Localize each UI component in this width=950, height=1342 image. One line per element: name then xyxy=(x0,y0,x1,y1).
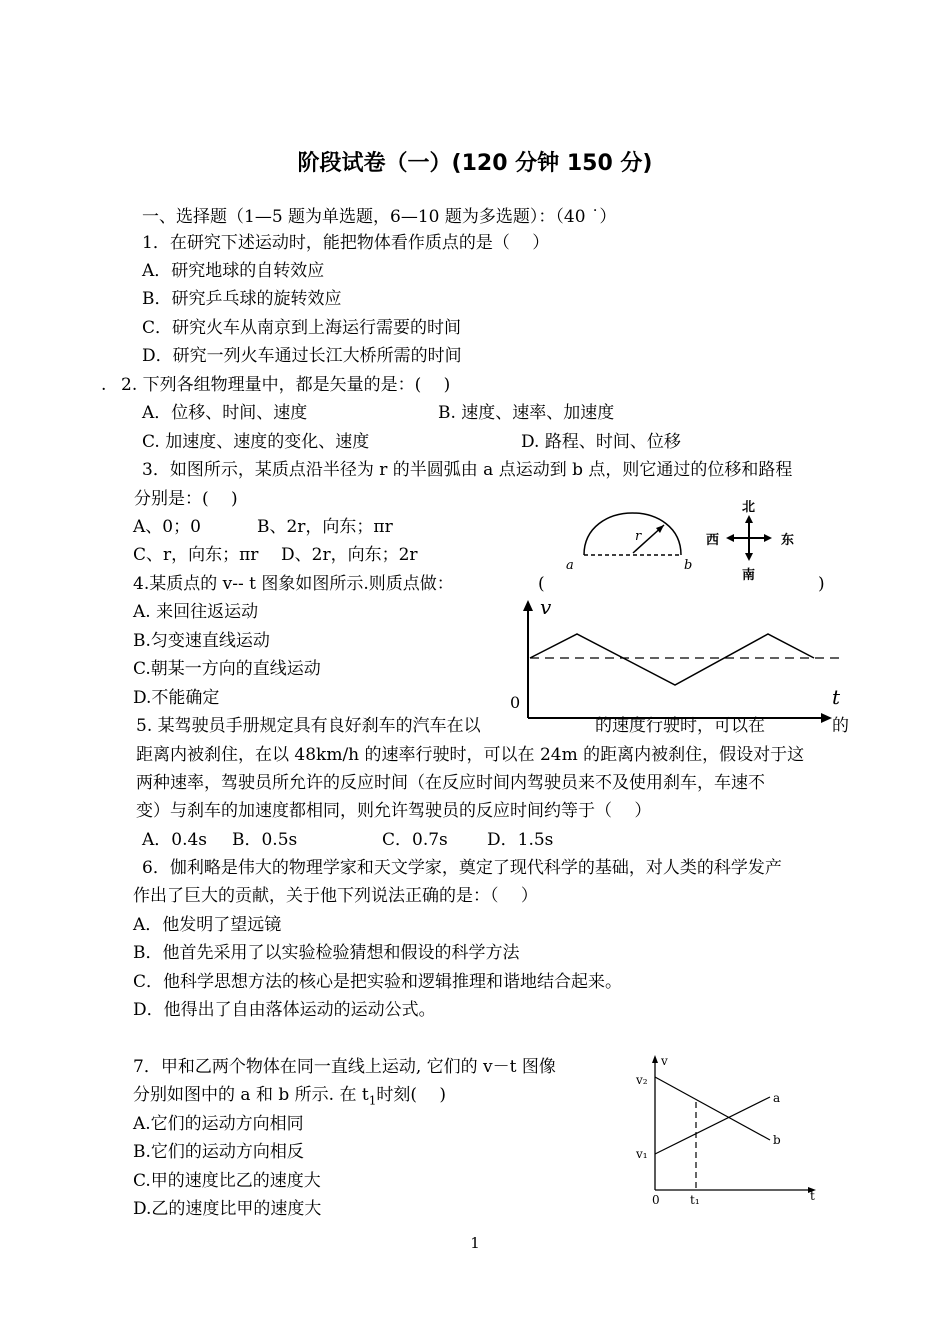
t1-label: t₁ xyxy=(690,1193,700,1207)
q7-line2 xyxy=(133,1084,446,1111)
q6-line1: 6．伽利略是伟大的物理学家和天文学家，奠定了现代科学的基础，对人类的科学发产 xyxy=(142,858,782,878)
q1-stem: 1．在研究下述运动时，能把物体看作质点的是（ ） xyxy=(142,233,550,253)
t-axis-label: t xyxy=(832,685,841,709)
north-arrow-icon xyxy=(745,515,753,523)
west-label: 西 xyxy=(706,533,720,548)
south-arrow-icon xyxy=(745,553,753,561)
q7-vt-graph xyxy=(630,1050,830,1210)
t-axis-arrow-icon xyxy=(821,713,832,723)
q7-line2-text-end: 时刻( ) xyxy=(376,1085,446,1105)
q3-option-c: C、r，向东；πr xyxy=(133,545,259,565)
south-label: 南 xyxy=(742,568,756,583)
q5-line2: 距离内被刹住，在以 48km/h 的速率行驶时，可以在 24m 的距离内被刹住，假设对于这 xyxy=(136,745,805,765)
q4-option-b: B.匀变速直线运动 xyxy=(133,631,270,651)
west-arrow-icon xyxy=(726,534,734,542)
v2-label: v₂ xyxy=(636,1073,648,1087)
q5-line1-a: 5. 某驾驶员手册规定具有良好刹车的汽车在以 xyxy=(136,716,481,736)
q6-line2: 作出了巨大的贡献，关于他下列说法正确的是：（ ） xyxy=(133,886,538,906)
q5-line3: 两种速率，驾驶员所允许的反应时间（在反应时间内驾驶员来不及使用刹车，车速不 xyxy=(136,773,765,793)
line-a-label: a xyxy=(773,1091,781,1105)
point-a-label: a xyxy=(566,558,574,573)
q3-option-d: D、2r，向东；2r xyxy=(281,545,418,565)
north-label: 北 xyxy=(742,500,756,515)
q1-option-a: A．研究地球的自转效应 xyxy=(142,261,325,281)
q1-option-d: D．研究一列火车通过长江大桥所需的时间 xyxy=(142,346,462,366)
q5-option-a: A．0.4s xyxy=(142,830,208,850)
q3-stem-line2: 分别是：( ) xyxy=(134,489,238,509)
v-axis-label: v xyxy=(661,1054,668,1068)
q1-option-b: B．研究乒乓球的旋转效应 xyxy=(142,289,342,309)
q7-t1-subscript: 1 xyxy=(368,1093,377,1108)
q4-option-a: A. 来回往返运动 xyxy=(133,602,259,622)
section-heading: 一、选择题（1—5 题为单选题，6—10 题为多选题）：（40 ˙） xyxy=(142,207,617,227)
q6-option-a: A．他发明了望远镜 xyxy=(133,915,282,935)
q4-option-d: D.不能确定 xyxy=(133,688,220,708)
q7-option-d: D.乙的速度比甲的速度大 xyxy=(133,1199,322,1219)
line-b-label: b xyxy=(773,1133,781,1147)
q1-option-c: C．研究火车从南京到上海运行需要的时间 xyxy=(142,318,462,338)
q7-option-a: A.它们的运动方向相同 xyxy=(133,1114,304,1134)
q5-option-b: B．0.5s xyxy=(232,830,298,850)
east-label: 东 xyxy=(781,533,795,548)
q4-paren-open: ( xyxy=(538,574,545,594)
line-a xyxy=(655,1097,770,1154)
velocity-zigzag-line xyxy=(530,634,814,685)
q2-option-b: B. 速度、速率、加速度 xyxy=(438,403,615,423)
q5-option-c: C．0.7s xyxy=(382,830,448,850)
radius-label: r xyxy=(635,529,642,544)
q5-line4: 变）与刹车的加速度都相同，则允许驾驶员的反应时间约等于（ ） xyxy=(136,801,652,821)
q7-line1: 7．甲和乙两个物体在同一直线上运动, 它们的 v－t 图像 xyxy=(133,1057,556,1077)
page-title: 阶段试卷（一）(120 分钟 150 分) xyxy=(297,151,653,176)
q5-line1-c: 的 xyxy=(832,716,849,736)
q2-stem: 2. 下列各组物理量中，都是矢量的是：( ) xyxy=(121,375,451,395)
q3-stem-line1: 3．如图所示，某质点沿半径为 r 的半圆弧由 a 点运动到 b 点，则它通过的位移和路程 xyxy=(142,460,793,480)
q6-option-b: B．他首先采用了以实验检验猜想和假设的科学方法 xyxy=(133,943,520,963)
v-axis-arrow-icon xyxy=(652,1055,658,1063)
q2-option-c: C. 加速度、速度的变化、速度 xyxy=(142,432,370,452)
q5-line1-b: 的速度行驶时，可以在 xyxy=(595,716,765,736)
t-axis-label: t xyxy=(810,1189,815,1203)
q3-semicircle-figure xyxy=(560,495,810,585)
line-b xyxy=(655,1077,770,1140)
point-b-label: b xyxy=(684,558,693,573)
q4-stem: 4.某质点的 v-- t 图象如图所示.则质点做： xyxy=(133,574,454,594)
q7-option-b: B.它们的运动方向相反 xyxy=(133,1142,304,1162)
v-axis-arrow-icon xyxy=(523,600,533,611)
q4-option-c: C.朝某一方向的直线运动 xyxy=(133,659,321,679)
q7-option-c: C.甲的速度比乙的速度大 xyxy=(133,1171,321,1191)
q2-option-d: D. 路程、时间、位移 xyxy=(521,432,681,452)
q4-vt-graph xyxy=(500,595,850,728)
origin-label: 0 xyxy=(510,693,521,712)
q5-option-d: D．1.5s xyxy=(487,830,554,850)
origin-label: 0 xyxy=(652,1193,660,1207)
compass-rose xyxy=(706,500,794,583)
semicircle-arc xyxy=(584,513,681,555)
q6-option-c: C．他科学思想方法的核心是把实验和逻辑推理和谐地结合起来。 xyxy=(133,972,623,992)
q4-paren-close: ) xyxy=(818,574,825,594)
q2-marker: . xyxy=(101,375,107,395)
v1-label: v₁ xyxy=(636,1147,648,1161)
q6-option-d: D．他得出了自由落体运动的运动公式。 xyxy=(133,1000,436,1020)
q3-option-b: B、2r，向东；πr xyxy=(257,517,393,537)
q7-line2-text: 分别如图中的 a 和 b 所示. 在 t xyxy=(133,1085,369,1105)
q2-option-a: A．位移、时间、速度 xyxy=(142,403,308,423)
v-axis-label: v xyxy=(540,595,552,619)
page-number: 1 xyxy=(470,1234,480,1252)
east-arrow-icon xyxy=(764,534,772,542)
q3-option-a: A、0；0 xyxy=(133,517,201,537)
